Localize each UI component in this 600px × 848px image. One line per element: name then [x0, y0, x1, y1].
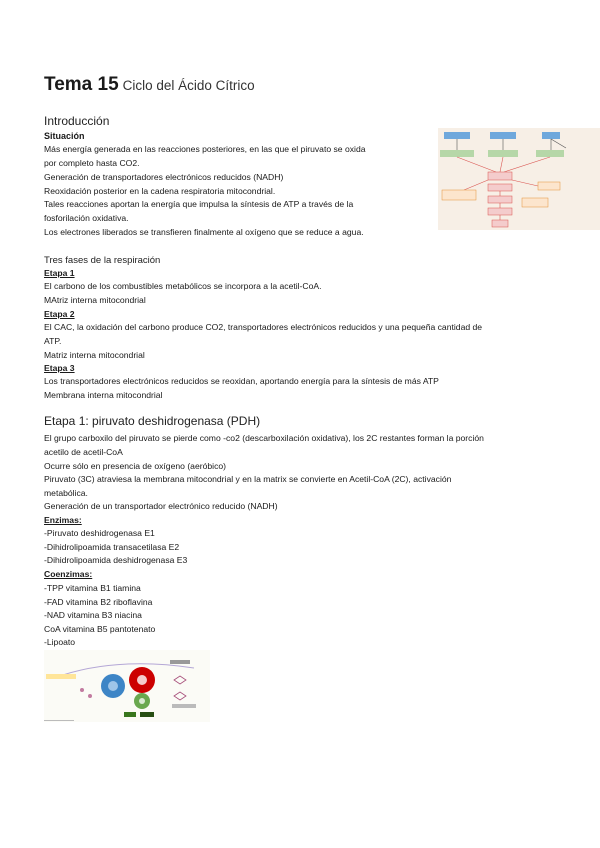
- intro-line: Más energía generada en las reacciones posteriores, en las que el piruvato se oxida: [44, 144, 366, 154]
- page-title: [44, 74, 255, 96]
- pdh-line: Piruvato (3C) atraviesa la membrana mitocondrial y en la matrix se convierte en Acetil-CoA (2C), activación: [44, 474, 452, 484]
- intro-line: Generación de transportadores electrónicos reducidos (NADH): [44, 172, 284, 182]
- pdh-heading: Etapa 1: piruvato deshidrogenasa (PDH): [44, 414, 261, 428]
- enzymes-label: Enzimas:: [44, 515, 82, 525]
- coenzyme-item: -TPP vitamina B1 tiamina: [44, 583, 141, 593]
- etapa1-line: MAtriz interna mitocondrial: [44, 295, 146, 305]
- intro-line: por completo hasta CO2.: [44, 158, 140, 168]
- etapa2-line: ATP.: [44, 336, 62, 346]
- etapa2-label: Etapa 2: [44, 309, 75, 319]
- intro-heading: Introducción: [44, 114, 110, 128]
- intro-line: Reoxidación posterior en la cadena respiratoria mitocondrial.: [44, 186, 276, 196]
- pdh-line: El grupo carboxilo del piruvato se pierde como -co2 (descarboxilación oxidativa), los 2C restantes forman la porción: [44, 433, 484, 443]
- pdh-line: metabólica.: [44, 488, 88, 498]
- pdh-complex-illustration: [44, 650, 210, 722]
- etapa3-line: Membrana interna mitocondrial: [44, 390, 163, 400]
- pdh-line: Ocurre sólo en presencia de oxígeno (aeróbico): [44, 461, 227, 471]
- title-main: Tema 15: [44, 74, 119, 95]
- intro-line: fosforilación oxidativa.: [44, 213, 129, 223]
- coenzyme-item: -FAD vitamina B2 riboflavina: [44, 597, 153, 607]
- coenzymes-label: Coenzimas:: [44, 569, 93, 579]
- metabolism-diagram: [438, 128, 600, 230]
- title-sub: Ciclo del Ácido Cítrico: [122, 78, 255, 93]
- situation-label: Situación: [44, 131, 85, 141]
- coenzyme-item: CoA vitamina B5 pantotenato: [44, 624, 156, 634]
- enzyme-item: -Piruvato deshidrogenasa E1: [44, 528, 155, 538]
- etapa2-line: El CAC, la oxidación del carbono produce CO2, transportadores electrónicos reducidos y una pequeña cantidad de: [44, 322, 483, 332]
- etapa1-line: El carbono de los combustibles metabólicos se incorpora a la acetil-CoA.: [44, 281, 322, 291]
- pdh-line: acetilo de acetil-CoA: [44, 447, 123, 457]
- enzyme-item: -Dihidrolipoamida transacetilasa E2: [44, 542, 180, 552]
- etapa3-label: Etapa 3: [44, 363, 75, 373]
- pdh-line: Generación de un transportador electrónico reducido (NADH): [44, 501, 278, 511]
- phases-heading: Tres fases de la respiración: [44, 255, 161, 266]
- intro-line: Tales reacciones aportan la energía que impulsa la síntesis de ATP a través de la: [44, 199, 354, 209]
- etapa2-line: Matriz interna mitocondrial: [44, 350, 145, 360]
- etapa3-line: Los transportadores electrónicos reducidos se reoxidan, aportando energía para la síntesis de más ATP: [44, 376, 439, 386]
- intro-line: Los electrones liberados se transfieren finalmente al oxígeno que se reduce a agua.: [44, 227, 364, 237]
- etapa1-label: Etapa 1: [44, 268, 75, 278]
- coenzyme-item: -Lipoato: [44, 637, 76, 647]
- coenzyme-item: -NAD vitamina B3 niacina: [44, 610, 142, 620]
- enzyme-item: -Dihidrolipoamida deshidrogenasa E3: [44, 555, 188, 565]
